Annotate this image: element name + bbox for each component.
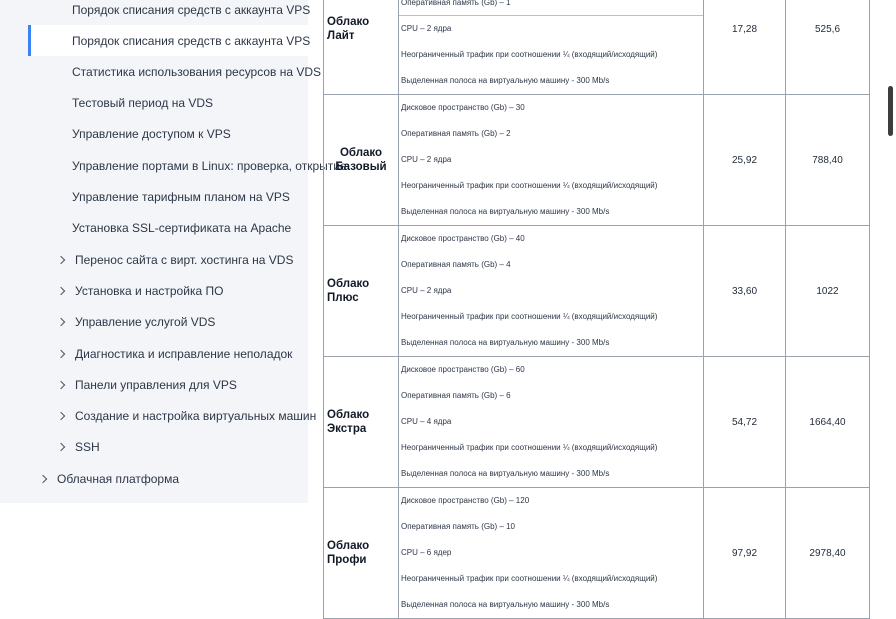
- chevron-right-icon: [57, 442, 65, 450]
- spec-line: Оперативная память (Gb) – 4: [401, 260, 511, 269]
- spec-line: Неограниченный трафик при соотношении ¼ (входящий/исходящий): [401, 574, 658, 583]
- sidebar-item-access-management[interactable]: [28, 118, 308, 149]
- sidebar-item-label: Управление услугой VDS: [75, 314, 216, 329]
- sidebar-item-label: Перенос сайта с вирт. хостинга на VDS: [75, 252, 294, 267]
- sidebar-item-ssl-apache[interactable]: [28, 212, 308, 243]
- table-row: [324, 95, 870, 226]
- price-day: 17,28: [704, 0, 786, 95]
- price-day: 25,92: [704, 95, 786, 226]
- sidebar-item-billing-order-active[interactable]: [28, 25, 311, 56]
- price-month: 2978,40: [786, 488, 870, 619]
- price-day: 97,92: [704, 488, 786, 619]
- table-row: [324, 357, 870, 488]
- sidebar-group-diagnostics[interactable]: [28, 338, 308, 369]
- spec-line: Оперативная память (Gb) – 6: [401, 391, 511, 400]
- sidebar-item-resource-stats[interactable]: [28, 56, 322, 87]
- spec-line: Неограниченный трафик при соотношении ¼ (входящий/исходящий): [401, 312, 658, 321]
- spec-line: Оперативная память (Gb) – 10: [401, 522, 515, 531]
- plan-name: Облако Плюс: [324, 226, 399, 357]
- spec-line: Дисковое пространство (Gb) – 40: [401, 234, 525, 243]
- chevron-right-icon: [57, 317, 65, 325]
- sidebar-item-label: SSH: [75, 439, 100, 454]
- sidebar-group-ssh[interactable]: [28, 431, 308, 462]
- price-month: 1022: [786, 226, 870, 357]
- plan-specs: [399, 0, 704, 95]
- spec-line: CPU – 2 ядра: [401, 24, 452, 33]
- price-day: 54,72: [704, 357, 786, 488]
- spec-line: Выделенная полоса на виртуальную машину - 300 Mb/s: [401, 76, 610, 85]
- sidebar-item-label: Статистика использования ресурсов на VDS: [72, 64, 322, 79]
- spec-line: CPU – 2 ядра: [401, 155, 452, 164]
- spec-line: Неограниченный трафик при соотношении ¼ (входящий/исходящий): [401, 443, 658, 452]
- spec-line: Выделенная полоса на виртуальную машину - 300 Mb/s: [401, 207, 610, 216]
- plan-name: Облако Экстра: [324, 357, 399, 488]
- sidebar-item-label: Порядок списания средств с аккаунта VPS: [72, 2, 311, 17]
- spec-line: Дисковое пространство (Gb) – 60: [401, 365, 525, 374]
- plan-name: Облако Профи: [324, 488, 399, 619]
- sidebar-item-tariff-management[interactable]: [28, 181, 308, 212]
- tariff-table: [323, 0, 870, 619]
- sidebar-item-label: Управление портами в Linux: проверка, открытие: [72, 158, 347, 173]
- page-scrollbar[interactable]: [886, 0, 896, 503]
- chevron-right-icon: [57, 349, 65, 357]
- spec-line: Выделенная полоса на виртуальную машину - 300 Mb/s: [401, 338, 610, 347]
- table-row: [324, 0, 870, 95]
- scrollbar-thumb[interactable]: [888, 86, 893, 136]
- sidebar-item-label: Порядок списания средств с аккаунта VPS: [72, 33, 311, 48]
- spec-line: Дисковое пространство (Gb) – 30: [401, 103, 525, 112]
- price-month: 525,6: [786, 0, 870, 95]
- chevron-right-icon: [39, 474, 47, 482]
- sidebar-item-label: Управление тарифным планом на VPS: [72, 189, 290, 204]
- sidebar-item-label: Облачная платформа: [57, 471, 180, 486]
- price-day: 33,60: [704, 226, 786, 357]
- sidebar-group-site-migration[interactable]: [28, 244, 308, 275]
- spec-line: Выделенная полоса на виртуальную машину - 300 Mb/s: [401, 600, 610, 609]
- spec-line: CPU – 2 ядра: [401, 286, 452, 295]
- table-row: [324, 488, 870, 619]
- chevron-right-icon: [57, 380, 65, 388]
- sidebar-item-label: Установка SSL-сертификата на Apache: [72, 220, 292, 235]
- tariff-table-container: [323, 0, 870, 609]
- price-month: 788,40: [786, 95, 870, 226]
- plan-specs: [399, 226, 704, 357]
- table-row: [324, 226, 870, 357]
- chevron-right-icon: [57, 411, 65, 419]
- plan-specs: [399, 95, 704, 226]
- sidebar-item-label: Создание и настройка виртуальных машин: [75, 408, 317, 423]
- chevron-right-icon: [57, 286, 65, 294]
- spec-line: CPU – 4 ядра: [401, 417, 452, 426]
- plan-name: Облако Базовый: [324, 95, 399, 226]
- spec-line: CPU – 6 ядер: [401, 548, 452, 557]
- sidebar-nav: [0, 0, 347, 503]
- sidebar-item-linux-ports[interactable]: [28, 150, 347, 181]
- sidebar-section-cloud-platform[interactable]: [28, 463, 308, 494]
- sidebar-group-control-panels[interactable]: [28, 369, 308, 400]
- plan-specs: [399, 357, 704, 488]
- sidebar-item-label: Панели управления для VPS: [75, 377, 237, 392]
- sidebar-item-label: Установка и настройка ПО: [75, 283, 224, 298]
- spec-line: Неограниченный трафик при соотношении ¼ (входящий/исходящий): [401, 181, 658, 190]
- sidebar-item-label: Тестовый период на VDS: [72, 95, 214, 110]
- plan-specs: [399, 488, 704, 619]
- sidebar-group-vm-setup[interactable]: [28, 400, 317, 431]
- spec-line: Дисковое пространство (Gb) – 120: [401, 496, 530, 505]
- price-month: 1664,40: [786, 357, 870, 488]
- spec-line: Неограниченный трафик при соотношении ¼ (входящий/исходящий): [401, 50, 658, 59]
- plan-name: Облако Лайт: [324, 0, 399, 95]
- sidebar-item-billing-order[interactable]: [28, 0, 311, 25]
- spec-line: Оперативная память (Gb) – 1: [399, 0, 703, 16]
- sidebar-item-label: Управление доступом к VPS: [72, 126, 231, 141]
- spec-line: Оперативная память (Gb) – 2: [401, 129, 511, 138]
- spec-line: Выделенная полоса на виртуальную машину - 300 Mb/s: [401, 469, 610, 478]
- sidebar-item-trial-period[interactable]: [28, 87, 308, 118]
- sidebar-item-label: Диагностика и исправление неполадок: [75, 346, 293, 361]
- chevron-right-icon: [57, 255, 65, 263]
- sidebar-group-software-setup[interactable]: [28, 275, 308, 306]
- sidebar-group-vds-service[interactable]: [28, 306, 308, 337]
